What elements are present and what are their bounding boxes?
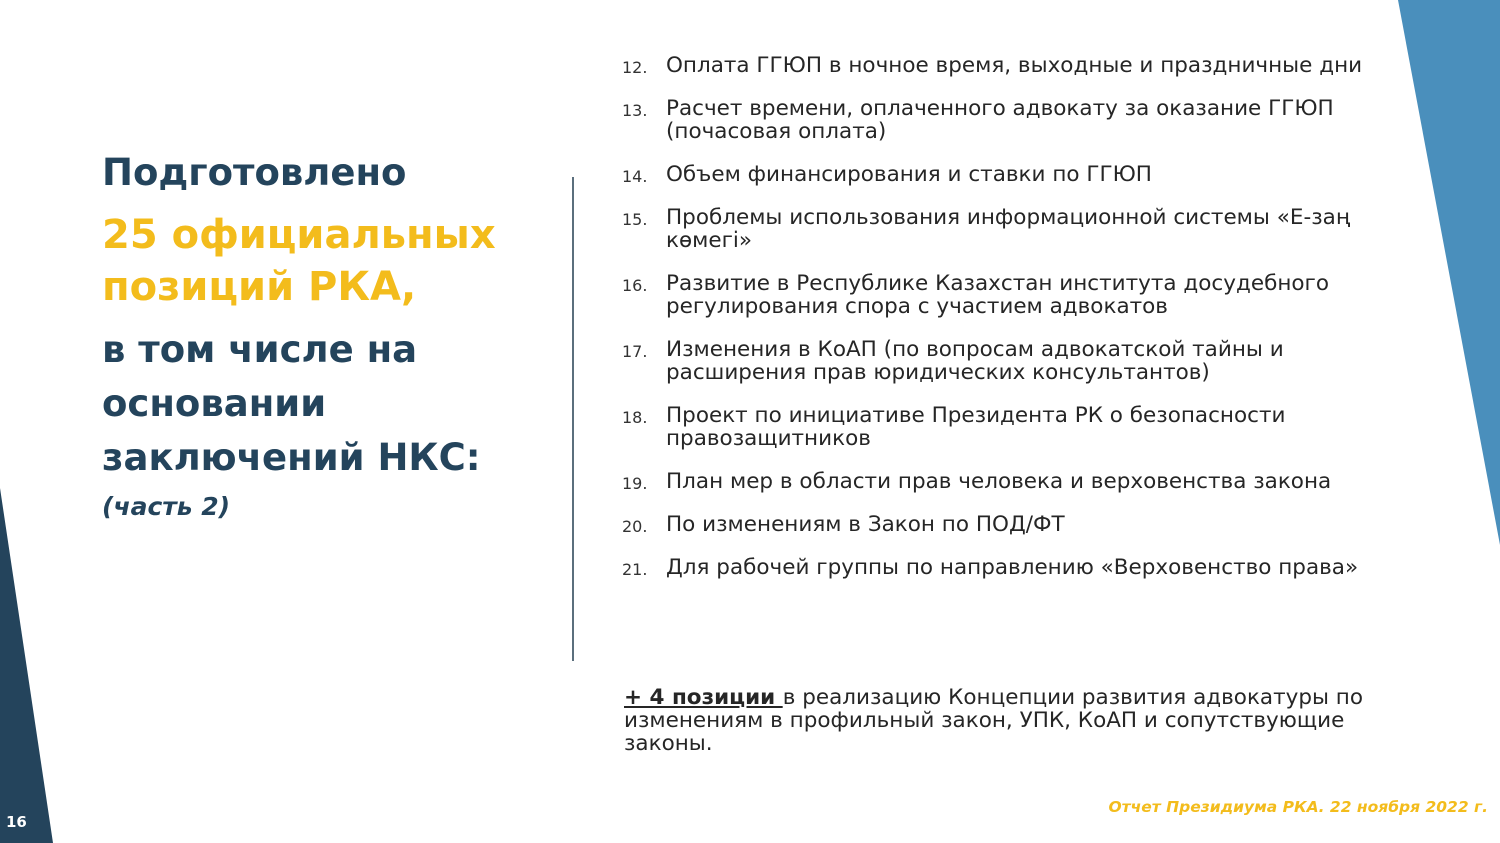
item-number: 17. [622,342,648,361]
positions-list [622,54,1382,599]
additional-positions-note [624,686,1384,755]
item-text: Для рабочей группы по направлению «Верховенство права» [666,555,1359,580]
list-item [622,54,1382,77]
footer-caption: Отчет Президиума РКА. 22 ноября 2022 г. [1108,798,1488,816]
item-text: Оплата ГГЮП в ночное время, выходные и праздничные дни [666,53,1363,78]
summary-highlight: 25 официальных позиций РКА, [102,212,496,310]
list-item [622,513,1382,536]
list-item [622,338,1382,384]
item-number: 12. [622,58,648,77]
list-item [622,556,1382,579]
list-item [622,163,1382,186]
additional-positions-count: + 4 позиции [624,685,783,710]
item-text: По изменениям в Закон по ПОД/ФТ [666,512,1065,537]
summary-lead: Подготовлено [102,151,407,194]
list-item [622,97,1382,143]
summary-part: (часть 2) [102,492,231,521]
vertical-divider [572,177,574,661]
item-number: 13. [622,101,648,120]
item-text: Проблемы использования информационной системы «Е-заң көмегі» [666,205,1351,253]
item-text: Проект по инициативе Президента РК о безопасности правозащитников [666,403,1286,451]
summary-block [102,150,542,527]
summary-rest: в том числе на основании заключений НКС: [102,328,481,479]
item-number: 18. [622,408,648,427]
list-item [622,206,1382,252]
additional-positions-text: в реализацию Концепции развития адвокатуры по изменениям в профильный закон, УПК, КоАП и сопутствующие законы. [624,685,1364,756]
item-number: 21. [622,560,648,579]
item-number: 20. [622,517,648,536]
item-number: 19. [622,474,648,493]
item-text: Развитие в Республике Казахстан института досудебного регулирования спора с участием адвокатов [666,271,1329,319]
list-item [622,404,1382,450]
item-text: Изменения в КоАП (по вопросам адвокатской тайны и расширения прав юридических консультантов) [666,337,1284,385]
list-item [622,272,1382,318]
list-item [622,470,1382,493]
item-text: Объем финансирования и ставки по ГГЮП [666,162,1152,187]
item-text: Расчет времени, оплаченного адвокату за оказание ГГЮП (почасовая оплата) [666,96,1334,144]
item-text: План мер в области прав человека и верховенства закона [666,469,1332,494]
page-number: 16 [6,813,27,831]
item-number: 15. [622,210,648,229]
bottom-left-dark-shape [0,488,53,843]
top-right-blue-shape [1398,0,1500,545]
item-number: 14. [622,167,648,186]
item-number: 16. [622,276,648,295]
